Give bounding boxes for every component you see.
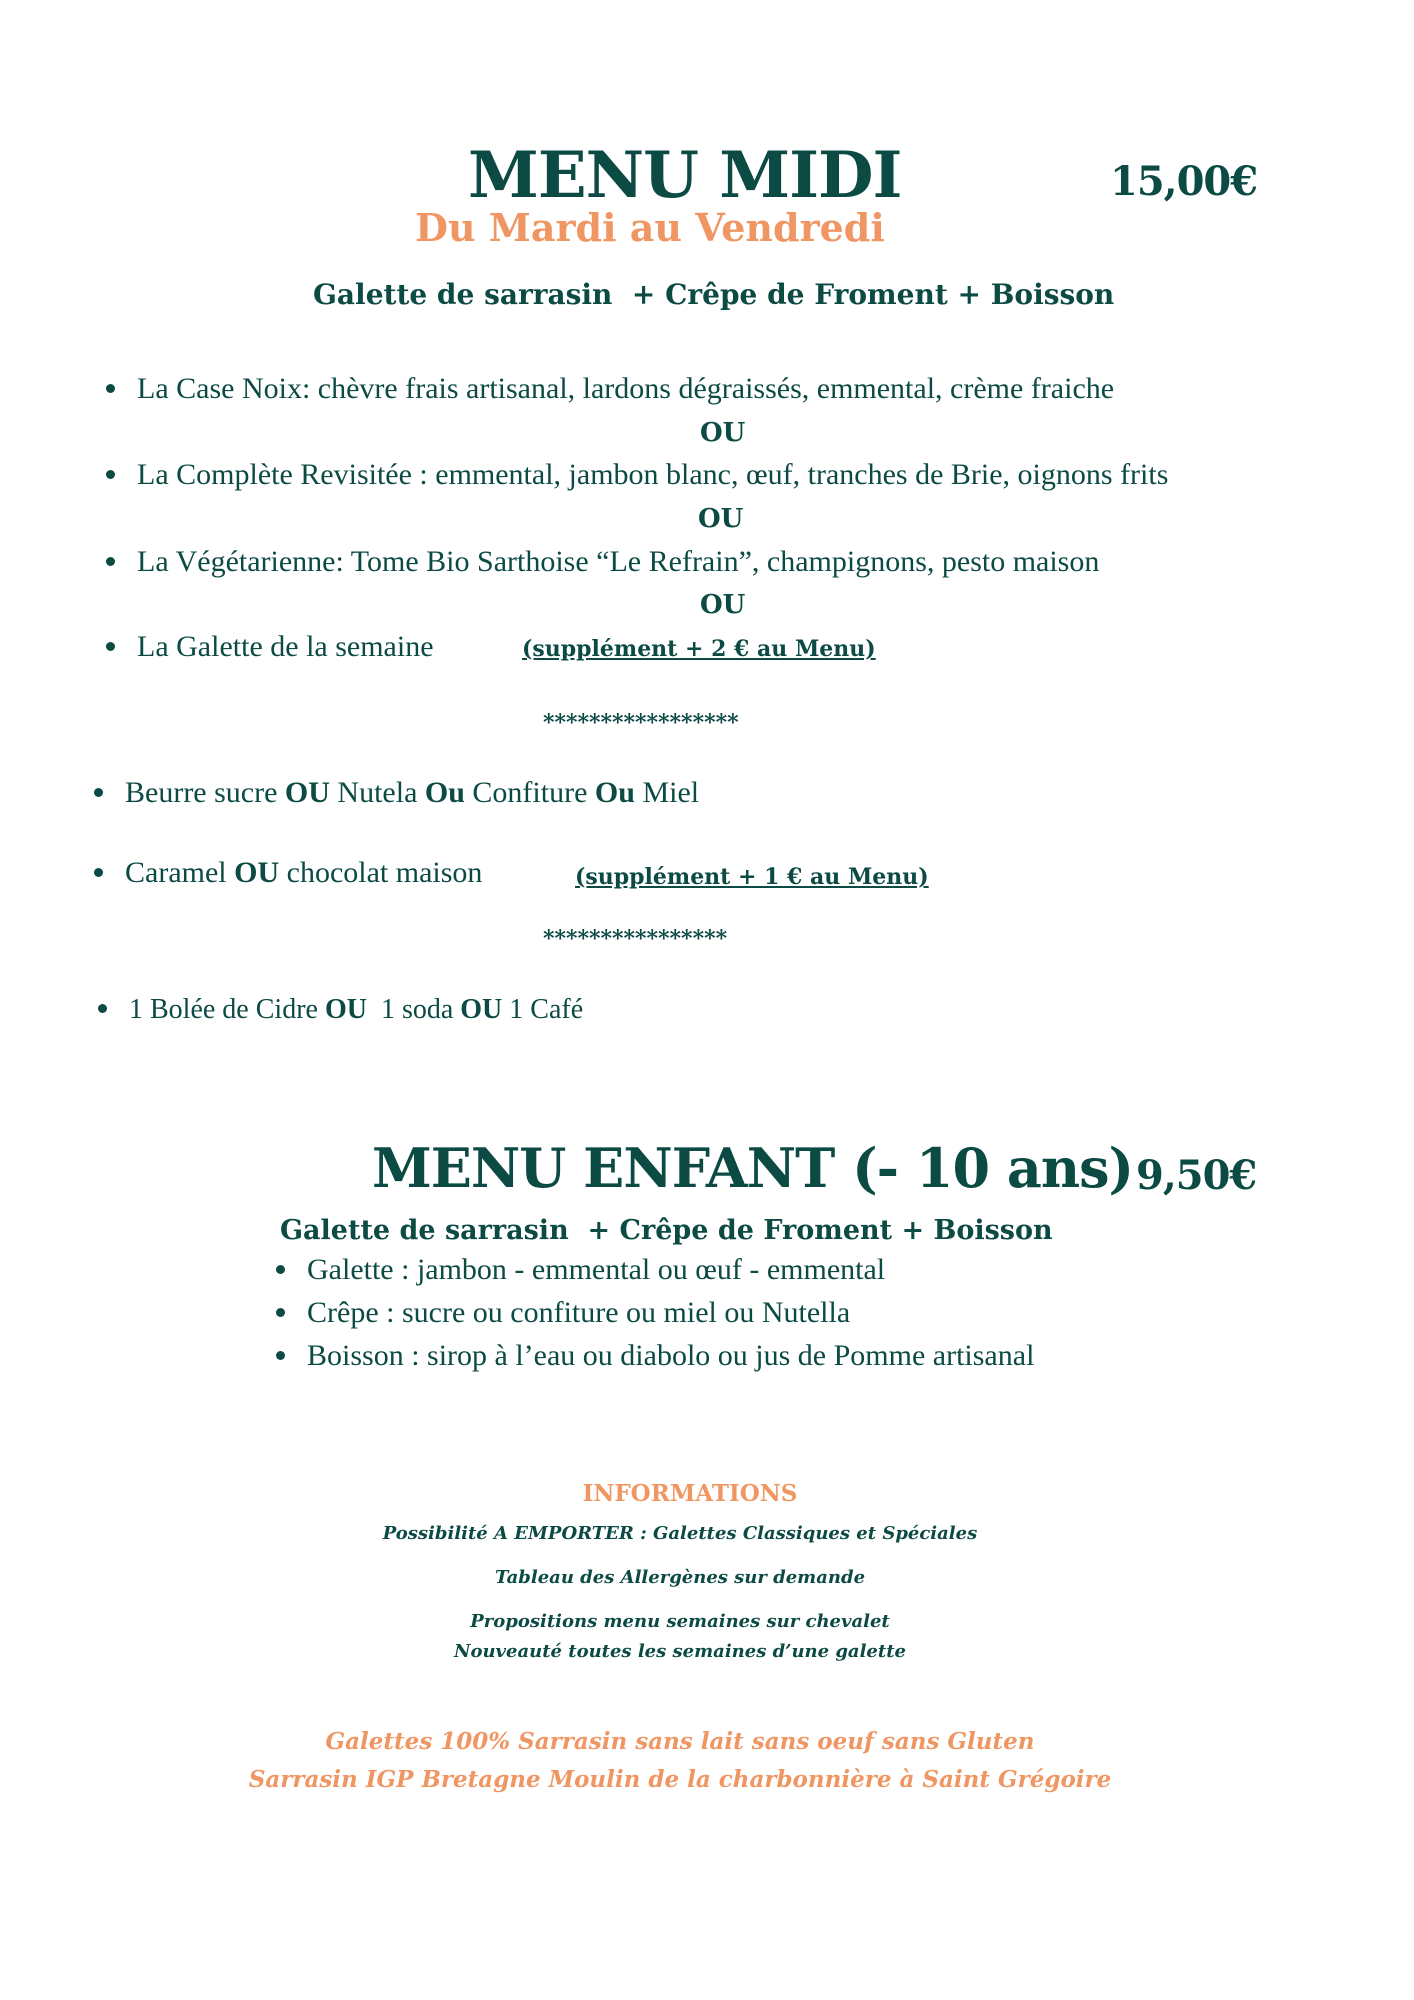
crepe-item: Caramel OU chocolat maison (94, 856, 482, 890)
menu-midi-days: Du Mardi au Vendredi (415, 205, 885, 250)
footer-line: Galettes 100% Sarrasin sans lait sans oeuf sans Gluten (325, 1728, 1035, 1755)
ou-separator: OU (700, 418, 746, 448)
galette-label: La Complète Revisitée : emmental, jambon blanc, œuf, tranches de Brie, oignons frits (137, 458, 1169, 491)
info-line: Nouveauté toutes les semaines d’une galette (454, 1641, 906, 1662)
info-line: Propositions menu semaines sur chevalet (470, 1611, 890, 1632)
galette-label: La Galette de la semaine (137, 630, 434, 663)
bullet-icon (276, 1308, 285, 1317)
enfant-item-label: Galette : jambon - emmental ou œuf - emmental (307, 1253, 886, 1286)
galette-label: La Case Noix: chèvre frais artisanal, lardons dégraissés, emmental, crème fraiche (137, 372, 1115, 405)
bullet-icon (106, 642, 115, 651)
crepe-item: Beurre sucre OU Nutela Ou Confiture Ou Miel (94, 776, 699, 810)
footer-line: Sarrasin IGP Bretagne Moulin de la charbonnière à Saint Grégoire (248, 1766, 1112, 1793)
enfant-item-label: Crêpe : sucre ou confiture ou miel ou Nutella (307, 1296, 851, 1329)
galette-supplement: (supplément + 2 € au Menu) (522, 636, 876, 662)
enfant-item (276, 1253, 885, 1287)
bullet-icon (106, 470, 115, 479)
info-line: Possibilité A EMPORTER : Galettes Classiques et Spéciales (382, 1523, 978, 1544)
enfant-item (276, 1339, 1034, 1373)
galette-item (106, 458, 1168, 492)
bullet-icon (98, 1004, 107, 1013)
crepe-supplement: (supplément + 1 € au Menu) (575, 864, 929, 890)
bullet-icon (276, 1265, 285, 1274)
menu-midi-price: 15,00€ (1110, 158, 1258, 205)
bullet-icon (106, 557, 115, 566)
galette-item (106, 545, 1099, 579)
bullet-icon (94, 868, 103, 877)
bullet-icon (94, 788, 103, 797)
bullet-icon (106, 384, 115, 393)
menu-enfant-price: 9,50€ (1136, 1152, 1257, 1199)
menu-midi-title: MENU MIDI (468, 138, 902, 213)
galette-item (106, 372, 1114, 406)
menu-midi-formula: Galette de sarrasin + Crêpe de Froment + Boisson (313, 278, 1115, 311)
bullet-icon (276, 1351, 285, 1360)
info-line: Tableau des Allergènes sur demande (494, 1567, 866, 1588)
menu-enfant-title: MENU ENFANT (- 10 ans) (372, 1136, 1134, 1200)
separator-stars: ***************** (543, 710, 739, 736)
enfant-item-label: Boisson : sirop à l’eau ou diabolo ou jus de Pomme artisanal (307, 1339, 1035, 1372)
galette-item (106, 630, 434, 664)
drink-item: 1 Bolée de Cidre OU 1 soda OU 1 Café (98, 994, 583, 1026)
enfant-item (276, 1296, 850, 1330)
menu-enfant-formula: Galette de sarrasin + Crêpe de Froment + Boisson (280, 1215, 1053, 1246)
ou-separator: OU (700, 590, 746, 620)
galette-label: La Végétarienne: Tome Bio Sarthoise “Le Refrain”, champignons, pesto maison (137, 545, 1100, 578)
separator-stars: **************** (543, 926, 728, 952)
informations-heading: INFORMATIONS (582, 1480, 798, 1507)
ou-separator: OU (698, 504, 744, 534)
